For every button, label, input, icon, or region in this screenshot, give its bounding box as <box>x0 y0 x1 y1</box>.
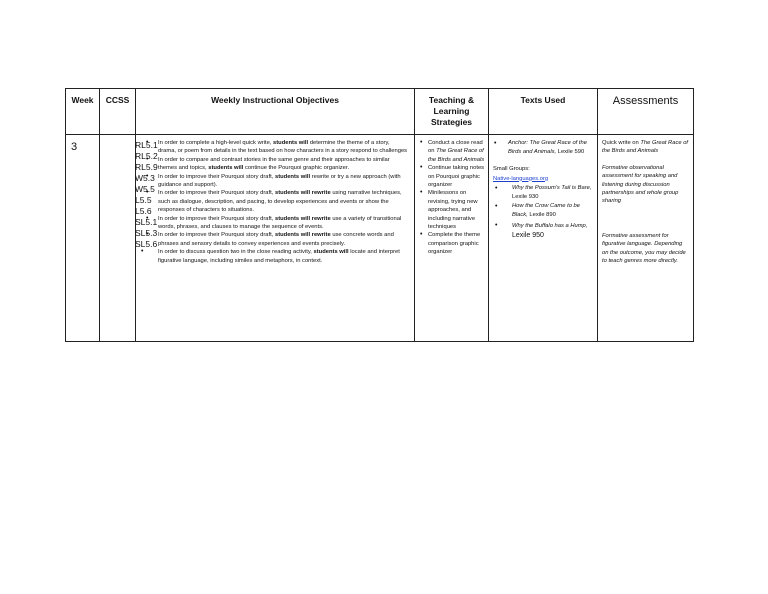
strategy-item: • Minilessons on revising, trying new approaches, and including narrative techniques <box>428 189 486 231</box>
objective-item: • In order to discuss question two in the close reading activity, students will locate and interpret figurative language, including similes and metaphors, in context. <box>158 248 408 265</box>
header-texts: Texts Used <box>489 89 598 135</box>
header-teaching <box>415 89 489 135</box>
ccss-standards: RL5.1 RL5.2 RL5.9 W5.3 W5.5 L5.5 L5.6 SL5.1 SL5.3 SL5.6 <box>100 135 136 342</box>
assessments-cell <box>598 135 694 342</box>
objective-item: • In order to improve their Pourquoi story draft, students will rewrite use a variety of transitional words, phrases, and clauses to manage the sequence of events. <box>158 215 408 232</box>
header-assessments: Assessments <box>598 89 694 135</box>
week-number: 3 <box>66 135 100 342</box>
anchor-text: • Anchor: The Great Race of the Birds and Animals, Lexile 590 <box>493 139 594 157</box>
header-teaching-line2: Learning <box>433 106 470 116</box>
small-group-texts <box>493 184 594 241</box>
teaching-strategies-list <box>419 139 486 257</box>
texts-used-cell <box>489 135 598 342</box>
objective-item: • In order to improve their Pourquoi story draft, students will rewrite use concrete words and phrases and sensory details to convey experiences and events precisely. <box>158 231 408 248</box>
header-teaching-line1: Teaching & <box>428 95 475 105</box>
objective-item: • In order to compare and contrast stories in the same genre and their approaches to similar themes and topics, students will continue the Pourquoi graphic organizer. <box>158 156 408 173</box>
small-group-text: • Why the Buffalo has a Hump, Lexile 950 <box>512 221 594 241</box>
strategy-item: • Continue taking notes on Pourquoi graphic organizer <box>428 164 486 189</box>
strategy-item: • Conduct a close read on The Great Race of the Birds and Animals <box>428 139 486 164</box>
objectives-cell <box>136 135 415 342</box>
lesson-plan-table <box>65 88 694 342</box>
header-objectives: Weekly Instructional Objectives <box>136 89 415 135</box>
small-groups-label: Small Groups: <box>493 166 530 173</box>
formative-speaking-assessment: Formative observational assessment for speaking and listening during discussion partnerships and whole group sharing <box>602 164 679 205</box>
quick-write-assessment: Quick write on The Great Race of the Birds and Animals <box>602 140 689 155</box>
header-ccss: CCSS <box>100 89 136 135</box>
header-row <box>66 89 694 135</box>
small-group-text: • How the Crow Came to be Black, Lexile 890 <box>512 202 594 220</box>
objective-item: • In order to complete a high-level quick write, students will determine the theme of a story, drama, or poem from details in the text based on how characters in a story respond to challenges <box>158 139 408 156</box>
teaching-strategies-cell <box>415 135 489 342</box>
strategy-item: • Complete the theme comparison graphic organizer <box>428 231 486 256</box>
native-languages-link[interactable]: Native-languages.org <box>493 175 549 182</box>
objective-item: • In order to improve their Pourquoi story draft, students will rewrite or try a new approach (with guidance and support). <box>158 173 408 190</box>
header-week: Week <box>66 89 100 135</box>
objectives-list <box>140 139 408 265</box>
formative-figurative-assessment: Formative assessment for figurative language. Depending on the outcome, you may decide to teach genres more directly. <box>602 232 686 265</box>
objective-item: • In order to improve their Pourquoi story draft, students will rewrite using narrative techniques, such as dialogue, description, and pacing, to develop experiences and events or show the responses of characters to situations. <box>158 189 408 214</box>
small-group-text: • Why the Possum's Tail is Bare, Lexile 930 <box>512 184 594 202</box>
week-row <box>66 135 694 342</box>
header-teaching-line3: Strategies <box>430 117 473 127</box>
